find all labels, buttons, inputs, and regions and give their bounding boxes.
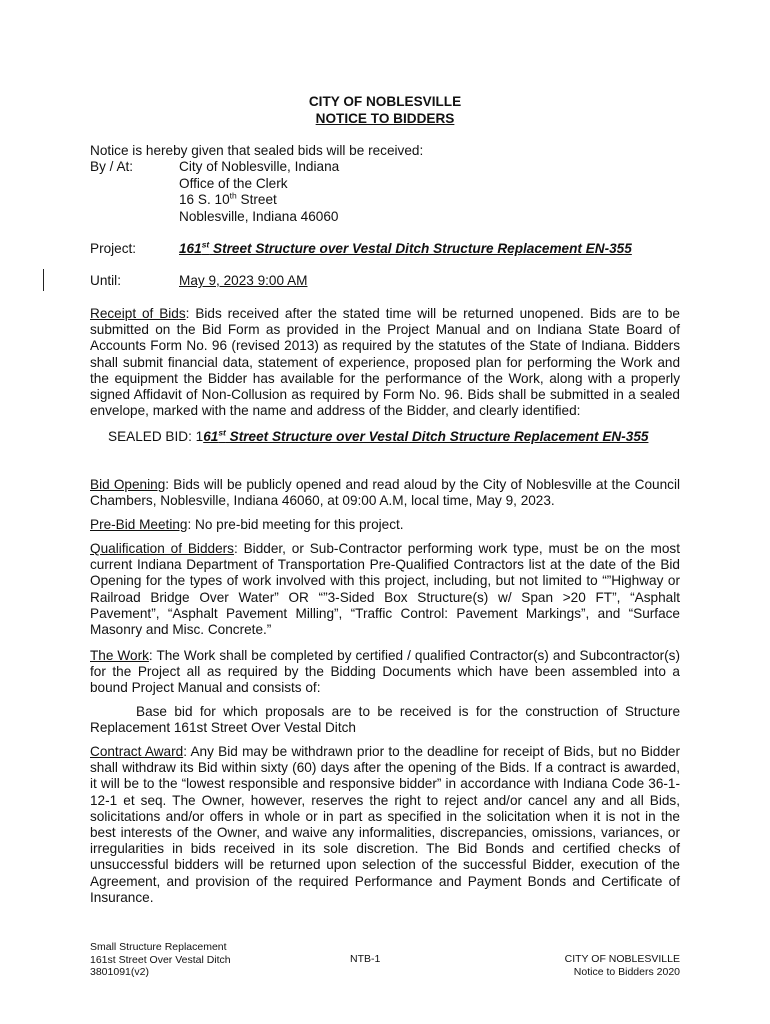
contract-award-paragraph: Contract Award: Any Bid may be withdrawn prior to the deadline for receipt of Bids, but no Bidder shall withdraw its Bid within sixty (60) days after the opening of the Bids. If a contract is awarded, it will be to the “lowest responsible and responsive bidder” in accordance with Indiana Code 36-1-12-1 et seq. The Owner, however, reserves the right to reject and/or cancel any and all Bids, solicitations and/or offers in whole or in part as specified in the solicitation when it is not in the best interests of the Owner, and waive any informalities, discrepancies, omissions, variances, or irregularities in bids received in its sole discretion. The Bid Bonds and certified checks of unsuccessful bidders will be returned upon selection of the successful Bidder, execution of the Agreement, and provision of the required Performance and Payment Bonds and Certificate of Insurance.	[90, 744, 681, 905]
bid-opening-paragraph: Bid Opening: Bids will be publicly opened and read aloud by the City of Noblesville at the Council Chambers, Noblesville, Indiana 46060, at 09:00 A.M, local time, May 9, 2023.	[90, 477, 681, 509]
by-at-label: By / At:	[90, 159, 134, 174]
intro-line: Notice is hereby given that sealed bids will be received:	[90, 143, 424, 158]
address-line-3: 16 S. 10th Street	[179, 190, 277, 207]
qualification-paragraph: Qualification of Bidders: Bidder, or Sub-Contractor performing work type, must be on the most current Indiana Department of Transportation Pre-Qualified Contractors list at the date of the Bid Opening for the types of work involved with this project, including, but not limited to “”Highway or Railroad Bridge Over Water” OR “”3-Sided Box Structure(s) w/ Span >20 FT”, “Asphalt Pavement”, “Asphalt Pavement Milling”, “Traffic Control: Pavement Markings”, and “Surface Masonry and Misc. Concrete.”	[90, 541, 680, 638]
revision-bar	[43, 269, 44, 291]
pre-bid-paragraph: Pre-Bid Meeting: No pre-bid meeting for this project.	[90, 517, 404, 532]
until-label: Until:	[90, 273, 121, 288]
until-value: May 9, 2023 9:00 AM	[179, 273, 308, 288]
address-line-4: Noblesville, Indiana 46060	[179, 209, 339, 224]
city-heading: CITY OF NOBLESVILLE	[308, 94, 462, 109]
sealed-bid-line: SEALED BID: 161st Street Structure over Vestal Ditch Structure Replacement EN-355	[108, 427, 649, 444]
footer-right: CITY OF NOBLESVILLE Notice to Bidders 2020	[564, 953, 680, 978]
receipt-of-bids-paragraph: Receipt of Bids: Bids received after the stated time will be returned unopened. Bids are to be submitted on the Bid Form as provided in the Project Manual and on Indiana State Board of Accounts Form No. 96 (revised 2013) as required by the statutes of the State of Indiana. Bidders shall submit financial data, statement of experience, proposed plan for performing the Work and the equipment the Bidder has available for the performance of the Work, along with a properly signed Affidavit of Non-Collusion as required by Form No. 96. Bids shall be submitted in a sealed envelope, marked with the name and address of the Bidder, and clearly identified:	[90, 306, 680, 419]
project-label: Project:	[90, 241, 137, 256]
base-bid-paragraph: Base bid for which proposals are to be received is for the construction of Structure Replacement 161st Street Over Vestal Ditch	[90, 704, 680, 736]
the-work-paragraph: The Work: The Work shall be completed by certified / qualified Contractor(s) and Subcontractor(s) for the Project all as required by the Bidding Documents which have been assembled into a bound Project Manual and consists of:	[90, 648, 681, 696]
address-line-1: City of Noblesville, Indiana	[179, 159, 340, 174]
footer-page-number: NTB-1	[350, 953, 381, 965]
footer-left: Small Structure Replacement 161st Street Over Vestal Ditch 3801091(v2)	[90, 941, 231, 978]
address-line-2: Office of the Clerk	[179, 176, 288, 191]
project-title: 161st Street Structure over Vestal Ditch Structure Replacement EN-355	[179, 239, 632, 256]
notice-title: NOTICE TO BIDDERS	[315, 111, 455, 126]
